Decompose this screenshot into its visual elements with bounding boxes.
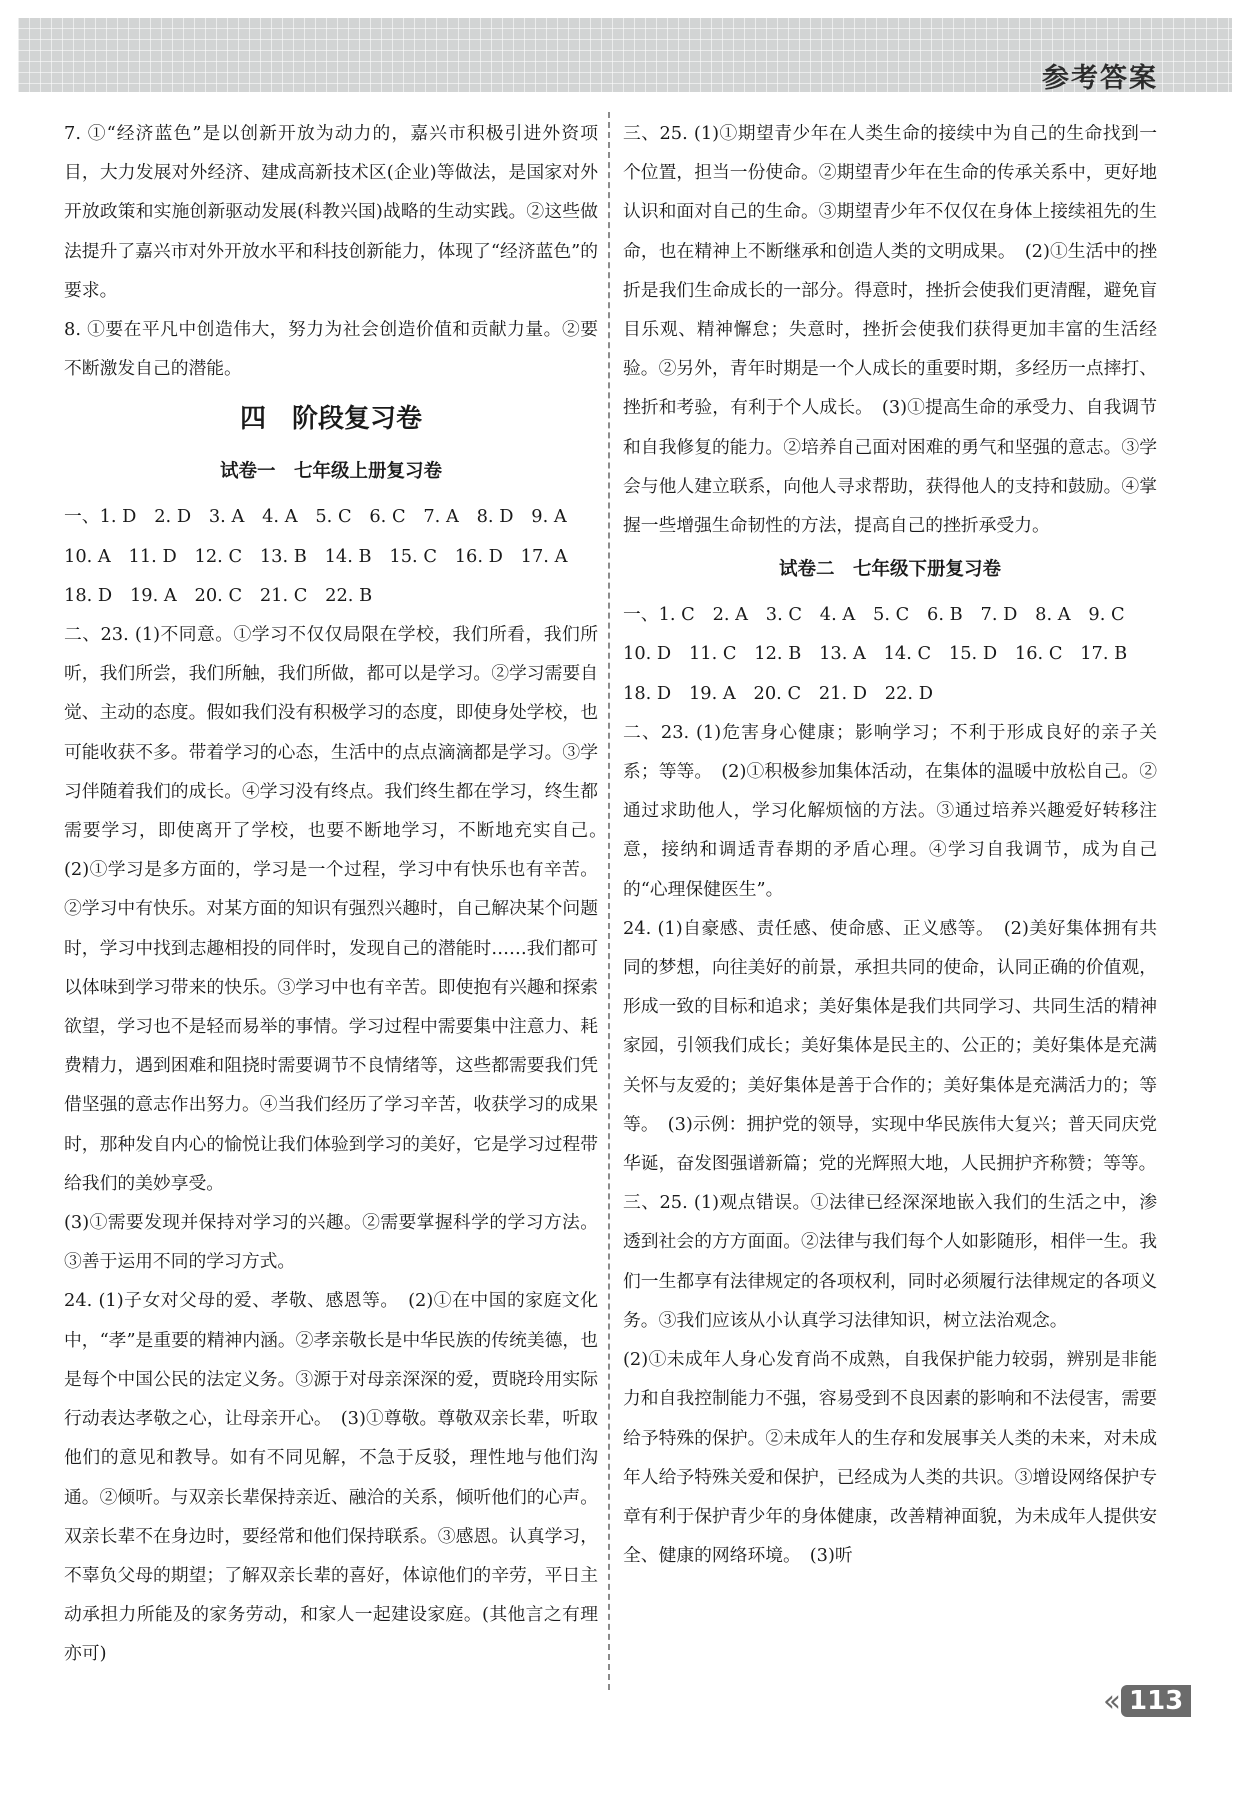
choice-answers-row: 18. D 19. A 20. C 21. D 22. D	[623, 682, 933, 704]
column-divider	[608, 112, 610, 1690]
paper-title: 试卷二 七年级下册复习卷	[778, 559, 1001, 581]
answer-paragraph: 8. ①要在平凡中创造伟大，努力为社会创造价值和贡献力量。②要不断激发自己的潜能。	[64, 319, 598, 380]
answer-paragraph: (2)①未成年人身心发育尚不成熟，自我保护能力较弱，辨别是非能力和自我控制能力不强，容易受到不良因素的影响和不法侵害，需要给予特殊的保护。②未成年人的生存和发展事关人类的未来，对未成年人给予特殊关爱和保护，已经成为人类的共识。③增设网络保护专章有利于保护青少年的身体健康，改善精神面貌，为未成年人提供安全、健康的网络环境。 (3)听	[623, 1349, 1157, 1567]
answer-paragraph: 二、23. (1)不同意。①学习不仅仅局限在学校，我们所看，我们所听，我们所尝，我们所触，我们所做，都可以是学习。②学习需要自觉、主动的态度。假如我们没有积极学习的态度，即使身处学校，也可能收获不多。带着学习的心态，生活中的点点滴滴都是学习。③学习伴随着我们的成长。④学习没有终点。我们终生都在学习，终生都需要学习，即使离开了学校，也要不断地学习，不断地充实自己。 (2)①学习是多方面的，学习是一个过程，学习中有快乐也有辛苦。②学习中有快乐。对某方面的知识有强烈兴趣时，自己解决某个问题时，学习中找到志趣相投的同伴时，发现自己的潜能时……我们都可以体味到学习带来的快乐。③学习中也有辛苦。即使抱有兴趣和探索欲望，学习也不是轻而易举的事情。学习过程中需要集中注意力、耗费精力，遇到困难和阻挠时需要调节不良情绪等，这些都需要我们凭借坚强的意志作出努力。④当我们经历了学习辛苦，收获学习的成果时，那种发自内心的愉悦让我们体验到学习的美好，它是学习过程带给我们的美妙享受。	[64, 624, 616, 1194]
choice-answers-row: 10. A 11. D 12. C 13. B 14. B 15. C 16. D 17. A	[64, 545, 568, 567]
left-column	[64, 114, 616, 1674]
answer-paragraph: 24. (1)子女对父母的爱、孝敬、感恩等。 (2)①在中国的家庭文化中，“孝”是重要的精神内涵。②孝亲敬长是中华民族的传统美德，也是每个中国公民的法定义务。③源于对母亲深深的爱，贾晓玲用实际行动表达孝敬之心，让母亲开心。 (3)①尊敬。尊敬双亲长辈，听取他们的意见和教导。如有不同见解，不急于反驳，理性地与他们沟通。②倾听。与双亲长辈保持亲近、融洽的关系，倾听他们的心声。双亲长辈不在身边时，要经常和他们保持联系。③感恩。认真学习，不辜负父母的期望；了解双亲长辈的喜好，体谅他们的辛劳，平日主动承担力所能及的家务劳动，和家人一起建设家庭。(其他言之有理亦可)	[64, 1290, 598, 1665]
answer-paragraph: 三、25. (1)①期望青少年在人类生命的接续中为自己的生命找到一个位置，担当一份使命。②期望青少年在生命的传承关系中，更好地认识和面对自己的生命。③期望青少年不仅仅在身体上接续祖先的生命，也在精神上不断继承和创造人类的文明成果。 (2)①生活中的挫折是我们生命成长的一部分。得意时，挫折会使我们更清醒，避免盲目乐观、精神懈怠；失意时，挫折会使我们获得更加丰富的生活经验。②另外，青年时期是一个人成长的重要时期，多经历一点摔打、挫折和考验，有利于个人成长。 (3)①提高生命的承受力、自我调节和自我修复的能力。②培养自己面对困难的勇气和坚强的意志。③学会与他人建立联系，向他人寻求帮助，获得他人的支持和鼓励。④掌握一些增强生命韧性的方法，提高自己的挫折承受力。	[623, 123, 1157, 537]
answer-paragraph: 二、23. (1)危害身心健康；影响学习；不利于形成良好的亲子关系；等等。 (2)①积极参加集体活动，在集体的温暖中放松自己。②通过求助他人，学习化解烦恼的方法。③通过培养兴趣爱好转移注意，接纳和调适青春期的矛盾心理。④学习自我调节，成为自己的“心理保健医生”。	[623, 721, 1157, 900]
choice-answers-row: 一、1. C 2. A 3. C 4. A 5. C 6. B 7. D 8. A 9. C	[623, 604, 1125, 626]
page-number: 113	[1121, 1685, 1191, 1717]
choice-answers-row: 10. D 11. C 12. B 13. A 14. C 15. D 16. C 17. B	[623, 643, 1128, 665]
double-chevron-left-icon: ‹‹	[1103, 1683, 1115, 1719]
page-header-band	[18, 18, 1232, 92]
paper-title: 试卷一 七年级上册复习卷	[219, 461, 442, 483]
answer-paragraph: 7. ①“经济蓝色”是以创新开放为动力的，嘉兴市积极引进外资项目，大力发展对外经济、建成高新技术区(企业)等做法，是国家对外开放政策和实施创新驱动发展(科教兴国)战略的生动实践。②这些做法提升了嘉兴市对外开放水平和科技创新能力，体现了“经济蓝色”的要求。	[64, 123, 598, 301]
answer-paragraph: 三、25. (1)观点错误。①法律已经深深地嵌入我们的生活之中，渗透到社会的方方面面。②法律与我们每个人如影随形，相伴一生。我们一生都享有法律规定的各项权利，同时必须履行法律规定的各项义务。③我们应该从小认真学习法律知识，树立法治观念。	[623, 1192, 1157, 1331]
header-title: 参考答案	[1042, 63, 1158, 94]
answer-paragraph: 24. (1)自豪感、责任感、使命感、正义感等。 (2)美好集体拥有共同的梦想，向往美好的前景，承担共同的使命，认同正确的价值观，形成一致的目标和追求；美好集体是我们共同学习、共同生活的精神家园，引领我们成长；美好集体是民主的、公正的；美好集体是充满关怀与友爱的；美好集体是善于合作的；美好集体是充满活力的；等等。 (3)示例：拥护党的领导，实现中华民族伟大复兴；普天同庆党华诞，奋发图强谱新篇；党的光辉照大地，人民拥护齐称赞；等等。	[623, 917, 1157, 1175]
page-number-badge	[1103, 1682, 1191, 1720]
section-title: 四 阶段复习卷	[239, 404, 422, 435]
answer-paragraph: (3)①需要发现并保持对学习的兴趣。②需要掌握科学的学习方法。③善于运用不同的学习方式。	[64, 1212, 598, 1273]
choice-answers-row: 18. D 19. A 20. C 21. C 22. B	[64, 584, 373, 606]
right-column	[623, 114, 1157, 1575]
choice-answers-row: 一、1. D 2. D 3. A 4. A 5. C 6. C 7. A 8. D 9. A	[64, 506, 567, 528]
